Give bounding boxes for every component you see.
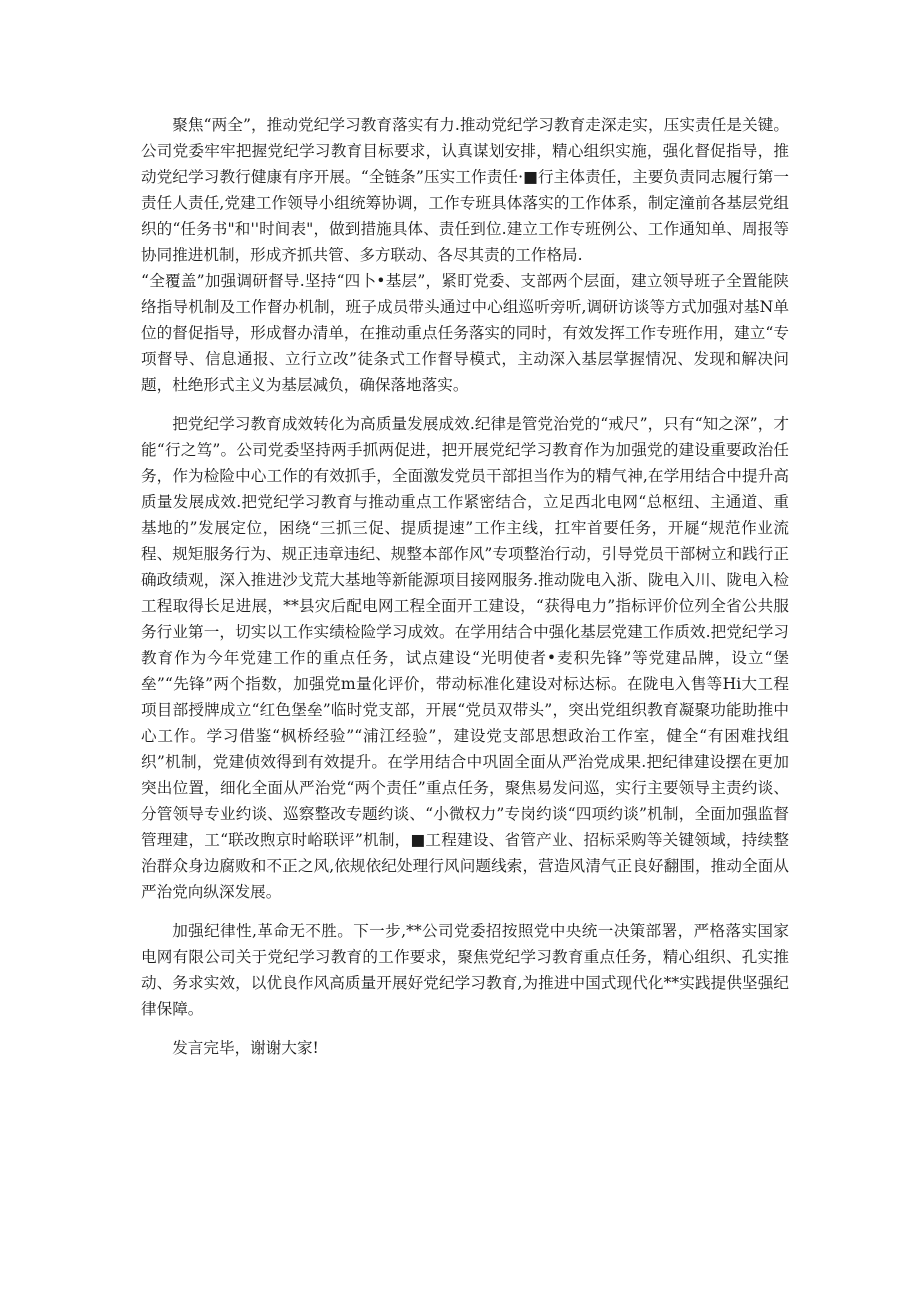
- paragraph-transform-results: 把党纪学习教育成效转化为高质量发展成效.纪律是管党治党的“戒尺”，只有“知之深”，才能“行之笃”。公司党委坚持两手抓两促进，把开展党纪学习教育作为加强党的建设重要政治任务，作为检险中心工作的有效抓手，全面激发党员干部担当作为的精气神,在学用结合中提升高质量发展成效.把党纪学习教育与推动重点工作紧密结合，立足西北电网“总枢纽、主通道、重基地的”发展定位，困绕“三抓三促、提质提速”工作主线，扛牢首要任务，开屣“规范作业流程、规矩服务行为、规正违章违纪、规整本部作风”专项整治行动，引导党员干部树立和践行正确政绩观，深入推进沙戈荒大基地等新能源项目接网服务.推动陇电入浙、陇电入川、陇电入检工程取得长足进展，**县灾后配电网工程全面开工建设，“获得电力”指标评价位列全省公共服务行业第一，切实以工作实绩检险学习成效。在学用结合中强化基层党建工作质效.把党纪学习教育作为今年党建工作的重点任务，试点建设“光明使者•麦积先锋”等党建品牌，设立“堡垒”“先锋”两个指数，加强党m量化评价，带动标准化建设对标达标。在陇电入售等Hi大工程项目部授牌成立“红色堡垒”临时党支部，开展“党员双带头”，突出党组织教育凝聚功能助推中心工作。学习借鉴“枫桥经验”“浦江经验”，建设党支部思想政治工作室，健全“有困难找组织”机制，党建侦效得到有效提升。在学用结合中巩固全面从严治党成果.把纪律建设摆在更加突出位置，细化全面从严治党“两个责任”重点任务，聚焦易发问巡，实行主要领导主责约谈、分管领导专业约谈、巡察整改专题约谈、“小微权力”专岗约谈“四项约谈”机制，全面加强监督管理建，工“联改煦京时峪联评”机制，■工程建设、省管产业、招标采购等关键领域，持续整治群众身边腐败和不正之风,依规依纪处理行风问题线索，营造风清气正良好翻围，推动全面从严治党向纵深发展。: [141, 415, 789, 901]
- paragraph-focus-two-all: 聚焦“两全”，推动党纪学习教育落实有力.推动党纪学习教育走深走实，压实责任是关键。公司党委牢牢把握党纪学习教育目标要求，认真谋划安排，精心组织实施，强化督促指导，推动党纪学习教行健康有序开展。“全链条”压实工作责任·■行主体责任，主要负责同志履行第一责任人责任,党建工作领导小组统筹协调，工作专班具体落实的工作体系，制定潼前各基层党组织的“任务书"和''时间表"，做到措施具体、责任到位.建立工作专班例公、工作通知单、周报等协同推进机制，形成齐抓共管、多方联动、各尽其责的工作格局.: [141, 116, 789, 264]
- paragraph-discipline: 加强纪律性,革命无不胜。下一步,**公司党委招按照党中央统一决策部署，严格落实国家电网有限公司关于党纪学习教育的工作要求，聚焦党纪学习教育重点任务，精心组织、孔实推动、务求实效，以优良作风高质量开展好党纪学习教育,为推进中国式现代化**实践提供坚强纪律保障。: [141, 922, 789, 1018]
- document-body: [141, 112, 789, 1061]
- paragraph-full-coverage: “全覆盖”加强调研督导.坚持“四卜•基层”，紧盯党委、支部两个层面，建立领导班子全置能陕络指导机制及工作督办机制，班子成员带头通过中心组巡听旁听,调研访谈等方式加强对基N单位的督促指导，形成督办清单，在推动重点任务落实的同时，有效发挥工作专班作用，建立“专项督导、信息通报、立行立改”徒条式工作督导模式，主动深入基层掌握情况、发现和解决问题，杜绝形式主义为基层减负，确保落地落实。: [141, 272, 789, 394]
- paragraph-closing: 发言完毕，谢谢大家!: [172, 1039, 319, 1057]
